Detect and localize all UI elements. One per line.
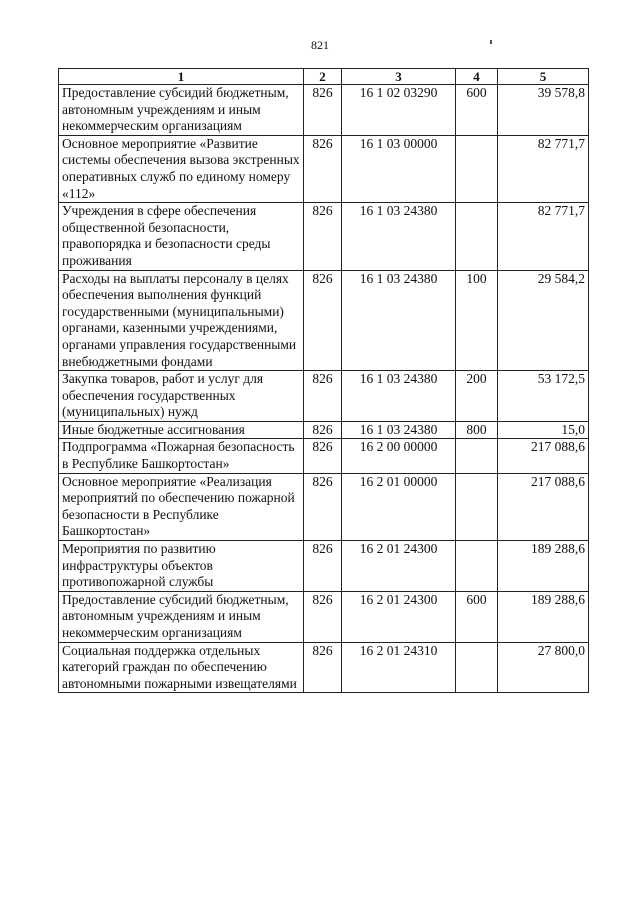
table-row xyxy=(59,371,589,422)
row-admin-code: 826 xyxy=(304,85,342,136)
header-col-4: 4 xyxy=(456,69,498,85)
row-amount: 39 578,8 xyxy=(498,85,589,136)
row-name: Предоставление субсидий бюджетным, автономным учреждениям и иным некоммерческим организациям xyxy=(59,591,304,642)
row-admin-code: 826 xyxy=(304,473,342,540)
row-expense-type: 100 xyxy=(456,270,498,371)
header-col-2: 2 xyxy=(304,69,342,85)
row-expense-type xyxy=(456,541,498,592)
row-admin-code: 826 xyxy=(304,541,342,592)
row-amount: 82 771,7 xyxy=(498,135,589,202)
row-name: Предоставление субсидий бюджетным, автономным учреждениям и иным некоммерческим организациям xyxy=(59,85,304,136)
row-expense-type: 600 xyxy=(456,85,498,136)
header-row xyxy=(59,69,589,85)
row-amount: 82 771,7 xyxy=(498,203,589,270)
table-header xyxy=(59,69,589,85)
row-admin-code: 826 xyxy=(304,642,342,693)
row-admin-code: 826 xyxy=(304,591,342,642)
table-row xyxy=(59,473,589,540)
row-target-article: 16 1 02 03290 xyxy=(342,85,456,136)
row-admin-code: 826 xyxy=(304,421,342,439)
row-admin-code: 826 xyxy=(304,439,342,473)
row-expense-type: 600 xyxy=(456,591,498,642)
row-name: Основное мероприятие «Реализация мероприятий по обеспечению пожарной безопасности в Республике Башкортостан» xyxy=(59,473,304,540)
row-target-article: 16 1 03 24380 xyxy=(342,371,456,422)
row-amount: 189 288,6 xyxy=(498,591,589,642)
row-name: Основное мероприятие «Развитие системы обеспечения вызова экстренных оперативных служб по единому номеру «112» xyxy=(59,135,304,202)
row-target-article: 16 1 03 24380 xyxy=(342,203,456,270)
page-number: 821 xyxy=(311,38,329,52)
row-target-article: 16 1 03 24380 xyxy=(342,270,456,371)
scan-mark xyxy=(490,40,492,44)
row-name: Закупка товаров, работ и услуг для обеспечения государственных (муниципальных) нужд xyxy=(59,371,304,422)
row-target-article: 16 2 01 24310 xyxy=(342,642,456,693)
table-row xyxy=(59,541,589,592)
row-name: Учреждения в сфере обеспечения общественной безопасности, правопорядка и безопасности среды проживания xyxy=(59,203,304,270)
row-target-article: 16 2 01 24300 xyxy=(342,591,456,642)
budget-table xyxy=(58,68,589,693)
row-name: Иные бюджетные ассигнования xyxy=(59,421,304,439)
header-col-5: 5 xyxy=(498,69,589,85)
row-target-article: 16 1 03 24380 xyxy=(342,421,456,439)
row-target-article: 16 1 03 00000 xyxy=(342,135,456,202)
table-row xyxy=(59,203,589,270)
row-expense-type: 800 xyxy=(456,421,498,439)
row-admin-code: 826 xyxy=(304,371,342,422)
row-expense-type xyxy=(456,642,498,693)
table-row xyxy=(59,439,589,473)
row-admin-code: 826 xyxy=(304,203,342,270)
row-admin-code: 826 xyxy=(304,135,342,202)
row-amount: 217 088,6 xyxy=(498,439,589,473)
row-amount: 29 584,2 xyxy=(498,270,589,371)
row-expense-type xyxy=(456,473,498,540)
row-amount: 27 800,0 xyxy=(498,642,589,693)
row-name: Расходы на выплаты персоналу в целях обеспечения выполнения функций государственными (муниципальными) органами, казенными учреждениями, органами управления государственными внебюджетными фондами xyxy=(59,270,304,371)
table-body xyxy=(59,85,589,693)
row-amount: 15,0 xyxy=(498,421,589,439)
row-expense-type xyxy=(456,135,498,202)
row-target-article: 16 2 01 24300 xyxy=(342,541,456,592)
row-amount: 189 288,6 xyxy=(498,541,589,592)
row-amount: 53 172,5 xyxy=(498,371,589,422)
row-target-article: 16 2 01 00000 xyxy=(342,473,456,540)
row-expense-type xyxy=(456,439,498,473)
table-row xyxy=(59,135,589,202)
table-row xyxy=(59,270,589,371)
row-admin-code: 826 xyxy=(304,270,342,371)
row-name: Мероприятия по развитию инфраструктуры объектов противопожарной службы xyxy=(59,541,304,592)
row-expense-type xyxy=(456,203,498,270)
header-col-1: 1 xyxy=(59,69,304,85)
table-row xyxy=(59,85,589,136)
row-target-article: 16 2 00 00000 xyxy=(342,439,456,473)
row-expense-type: 200 xyxy=(456,371,498,422)
row-name: Подпрограмма «Пожарная безопасность в Республике Башкортостан» xyxy=(59,439,304,473)
table-row xyxy=(59,591,589,642)
table-row xyxy=(59,642,589,693)
row-name: Социальная поддержка отдельных категорий граждан по обеспечению автономными пожарными извещателями xyxy=(59,642,304,693)
row-amount: 217 088,6 xyxy=(498,473,589,540)
header-col-3: 3 xyxy=(342,69,456,85)
table-row xyxy=(59,421,589,439)
